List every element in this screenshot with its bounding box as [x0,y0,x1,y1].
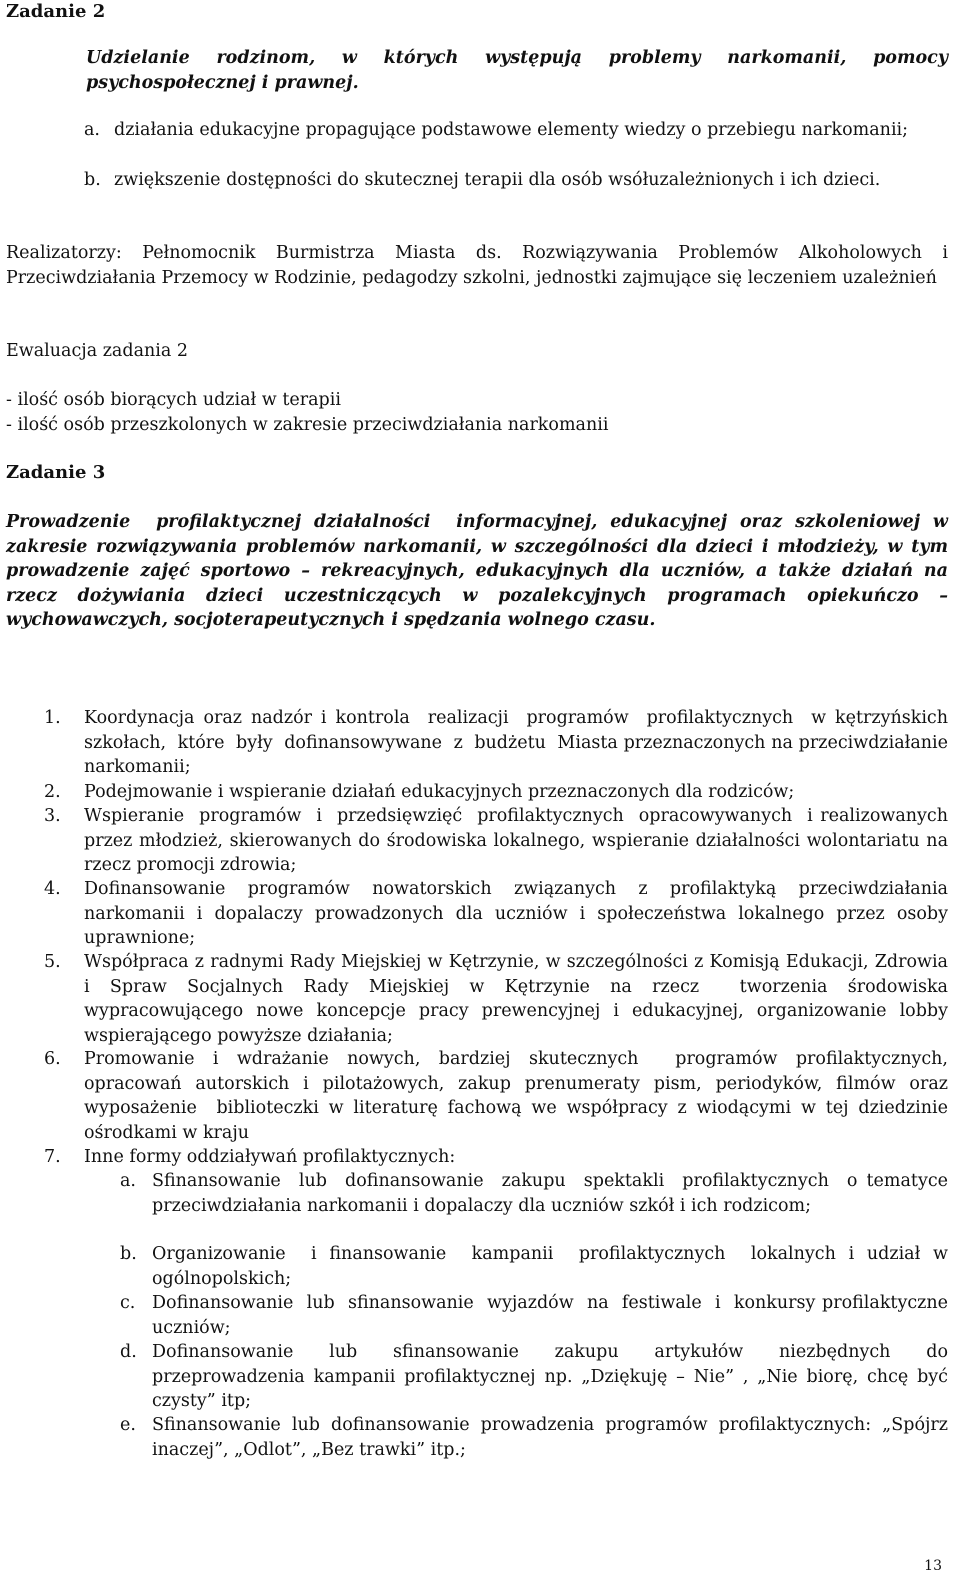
list-item [44,950,954,1048]
list-item-text: Dofinansowanie lub sfinansowanie zakupu artykułów niezbędnych do przeprowadzenia kampanii profilaktycznej np. „Dziękuję – Nie” , „Nie biorę, chcę być czysty” itp; [152,1342,954,1411]
list-item-text: Współpraca z radnymi Rady Miejskiej w Kętrzynie, w szczególności z Komisją Edukacji, Zdrowia i Spraw Socjalnych Rady Miejskiej w Kętrzynie na rzecz tworzenia środowiska wypracowującego nowe koncepcje pracy prewencyjnej i edukacyjnej, organizowanie lobby wspierającego powyższe działania; [84,952,954,1046]
list-marker: b. [84,170,101,190]
list-marker: a. [84,120,100,140]
sub-list-item [120,1169,954,1218]
list-item [44,877,948,951]
list-marker: e. [120,1415,136,1435]
list-item [44,1145,948,1170]
ewaluacja-item: - ilość osób biorących udział w terapii [6,390,341,410]
list-marker: 3. [44,806,61,826]
list-marker: 5. [44,952,61,972]
list-item [84,118,948,143]
list-item-text: zwiększenie dostępności do skutecznej terapii dla osób wsółuzależnionych i ich dzieci. [114,170,881,190]
list-marker: b. [120,1244,137,1264]
sub-list-item [120,1413,948,1462]
realizatorzy-paragraph: Realizatorzy: Pełnomocnik Burmistrza Miasta ds. Rozwiązywania Problemów Alkoholowych i Przeciwdziałania Przemocy w Rodzinie, pedagodzy szkolni, jednostki zajmujące się leczeniem uzależnień [6,243,948,288]
sub-list-item [120,1242,954,1291]
sub-list-item [120,1291,954,1340]
section-title-zadanie-3: Prowadzenie profilaktycznej działalności informacyjnej, edukacyjnej oraz szkoleniowej w zakresie rozwiązywania problemów narkomanii, w szczególności dla dzieci i młodzieży, w tym prowadzenie zajęć sportowo – rekreacyjnych, edukacyjnych dla uczniów, a także działań na rzecz dożywiania dzieci uczestniczących w pozalekcyjnych programach opiekuńczo – wychowawczych, socjoterapeutycznych i spędzania wolnego czasu. [6,512,955,630]
section-title-zadanie-2: Udzielanie rodzinom, w których występują problemy narkomanii, pomocy psychospołecznej i prawnej. [86,48,948,93]
list-item-text: Wspieranie programów i przedsięwzięć profilaktycznych opracowywanych i realizowanych przez młodzież, skierowanych do środowiska lokalnego, wspieranie działalności wolontariatu na rzecz promocji zdrowia; [84,806,954,875]
list-marker: 1. [44,708,61,728]
section-heading-zadanie-3: Zadanie 3 [6,462,106,483]
list-item-text: Sfinansowanie lub dofinansowanie zakupu spektakli profilaktycznych o tematyce przeciwdziałania narkomanii i dopalaczy dla uczniów szkół i ich rodzicom; [152,1171,954,1216]
list-item [44,804,954,878]
list-marker: 2. [44,782,61,802]
sub-list-item [120,1340,954,1414]
list-marker: 6. [44,1049,61,1069]
list-item [44,780,948,805]
list-item-text: Dofinansowanie lub sfinansowanie wyjazdów na festiwale i konkursy profilaktyczne uczniów; [152,1293,954,1338]
list-item-text: Sfinansowanie lub dofinansowanie prowadzenia programów profilaktycznych: „Spójrz inaczej”, „Odlot”, „Bez trawki” itp.; [152,1415,948,1460]
list-item-text: Organizowanie i finansowanie kampanii profilaktycznych lokalnych i udział w ogólnopolskich; [152,1244,954,1289]
list-item-text: Koordynacja oraz nadzór i kontrola realizacji programów profilaktycznych w kętrzyńskich szkołach, które były dofinansowywane z budżetu Miasta przeznaczonych na przeciwdziałanie narkomanii; [84,708,960,777]
list-item-text: Podejmowanie i wspieranie działań edukacyjnych przeznaczonych dla rodziców; [84,782,795,802]
list-item [44,1047,954,1145]
list-item-text: Dofinansowanie programów nowatorskich związanych z profilaktyką przeciwdziałania narkomanii i dopalaczy prowadzonych dla uczniów i społeczeństwa lokalnego przez osoby uprawnione; [84,879,948,948]
list-item-text: działania edukacyjne propagujące podstawowe elementy wiedzy o przebiegu narkomanii; [114,120,909,140]
ewaluacja-heading: Ewaluacja zadania 2 [6,341,188,361]
list-item-text: Inne formy oddziaływań profilaktycznych: [84,1147,456,1167]
list-item [44,706,960,780]
page-number: 13 [924,1558,942,1574]
list-item [84,168,948,193]
list-marker: d. [120,1342,137,1362]
list-marker: 7. [44,1147,61,1167]
section-heading-zadanie-2: Zadanie 2 [6,1,106,22]
list-marker: a. [120,1171,136,1191]
list-marker: 4. [44,879,61,899]
list-marker: c. [120,1293,136,1313]
list-item-text: Promowanie i wdrażanie nowych, bardziej skutecznych programów profilaktycznych, opracowań autorskich i pilotażowych, zakup prenumeraty pism, periodyków, filmów oraz wyposażenie biblioteczki w literaturę fachową we współpracy z wiodącymi w tej dziedzinie ośrodkami w kraju [84,1049,954,1143]
ewaluacja-item: - ilość osób przeszkolonych w zakresie przeciwdziałania narkomanii [6,415,609,435]
